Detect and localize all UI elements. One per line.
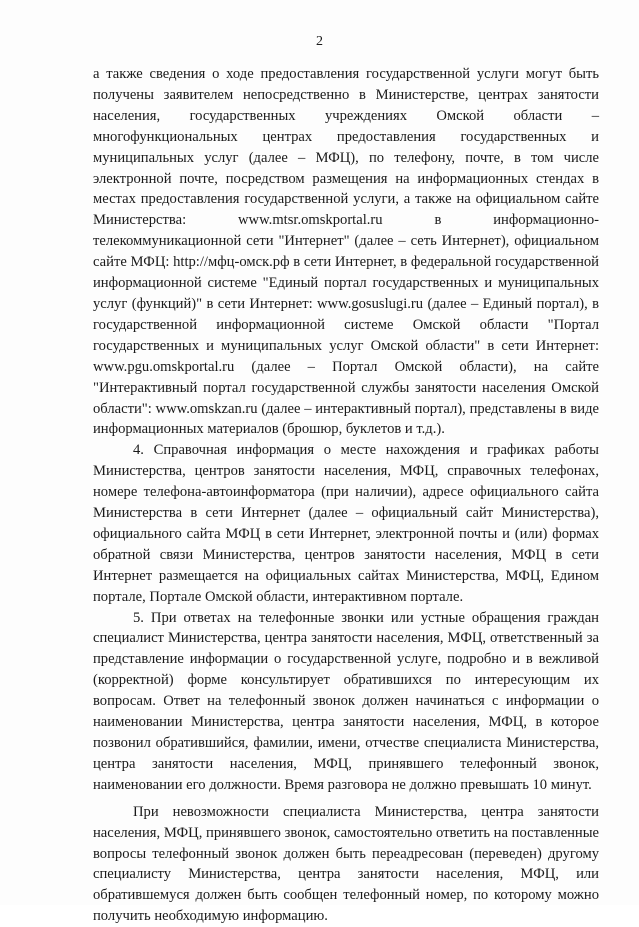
paragraph-item-4-reference-info: 4. Справочная информация о месте нахождения и графиках работы Министерства, центров занятости населения, МФЦ, справочных телефонах, номере телефона-автоинформатора (при наличии), адресе официального сайта Министерства в сети Интернет (далее – официальный сайт Министерства), официального сайта МФЦ в сети Интернет, электронной почты и (или) формах обратной связи Министерства, центров занятости населения, МФЦ в сети Интернет размещается на официальных сайтах Министерства, МФЦ, Едином портале, Портале Омской области, интерактивном портале. bbox=[93, 442, 599, 605]
paragraph-call-redirect: При невозможности специалиста Министерства, центра занятости населения, МФЦ, принявшего звонок, самостоятельно ответить на поставленные вопросы телефонный звонок должен быть переадресован (переведен) другому специалисту Министерства, центра занятости населения, МФЦ, или обратившемуся должен быть сообщен телефонный номер, по которому можно получить необходимую информацию. bbox=[93, 803, 599, 925]
page-number: 2 bbox=[316, 34, 323, 49]
paragraph-item-5-phone-answers: 5. При ответах на телефонные звонки или устные обращения граждан специалист Министерства, центра занятости населения, МФЦ, ответственный за представление информации о государственной услуге, подробно и в вежливой (корректной) форме консультирует обратившихся по интересующим их вопросам. Ответ на телефонный звонок должен начинаться с информации о наименовании Министерства, центра занятости населения, МФЦ, в которое позвонил обратившийся, фамилии, имени, отчестве специалиста Министерства, центра занятости населения, МФЦ, принявшего телефонный звонок, наименовании его должности. Время разговора не должно превышать 10 минут. bbox=[93, 609, 599, 793]
paragraph-contact-sources: а также сведения о ходе предоставления государственной услуги могут быть получены заявителем непосредственно в Министерстве, центрах занятости населения, государственных учреждениях Омской области – многофункциональных центрах предоставления государственных и муниципальных услуг (далее – МФЦ), по телефону, почте, в том числе электронной почте, посредством размещения на информационных стендах в местах предоставления государственной услуги, а также на официальном сайте Министерства: www.mtsr.omskportal.ru в информационно-телекоммуникационной сети "Интернет" (далее – сеть Интернет), официальном сайте МФЦ: http://мфц-омск.рф в сети Интернет, в федеральной государственной информационной системе "Единый портал государственных и муниципальных услуг (функций)" в сети Интернет: www.gosuslugi.ru (далее – Единый портал), в государственной информационной системе Омской области "Портал государственных и муниципальных услуг Омской области" в сети Интернет: www.pgu.omskportal.ru (далее – Портал Омской области), на сайте "Интерактивный портал государственной службы занятости населения Омской области": www.omskzan.ru (далее – интерактивный портал), представлены в виде информационных материалов (брошюр, буклетов и т.д.). bbox=[93, 66, 599, 438]
document-body bbox=[93, 64, 599, 927]
